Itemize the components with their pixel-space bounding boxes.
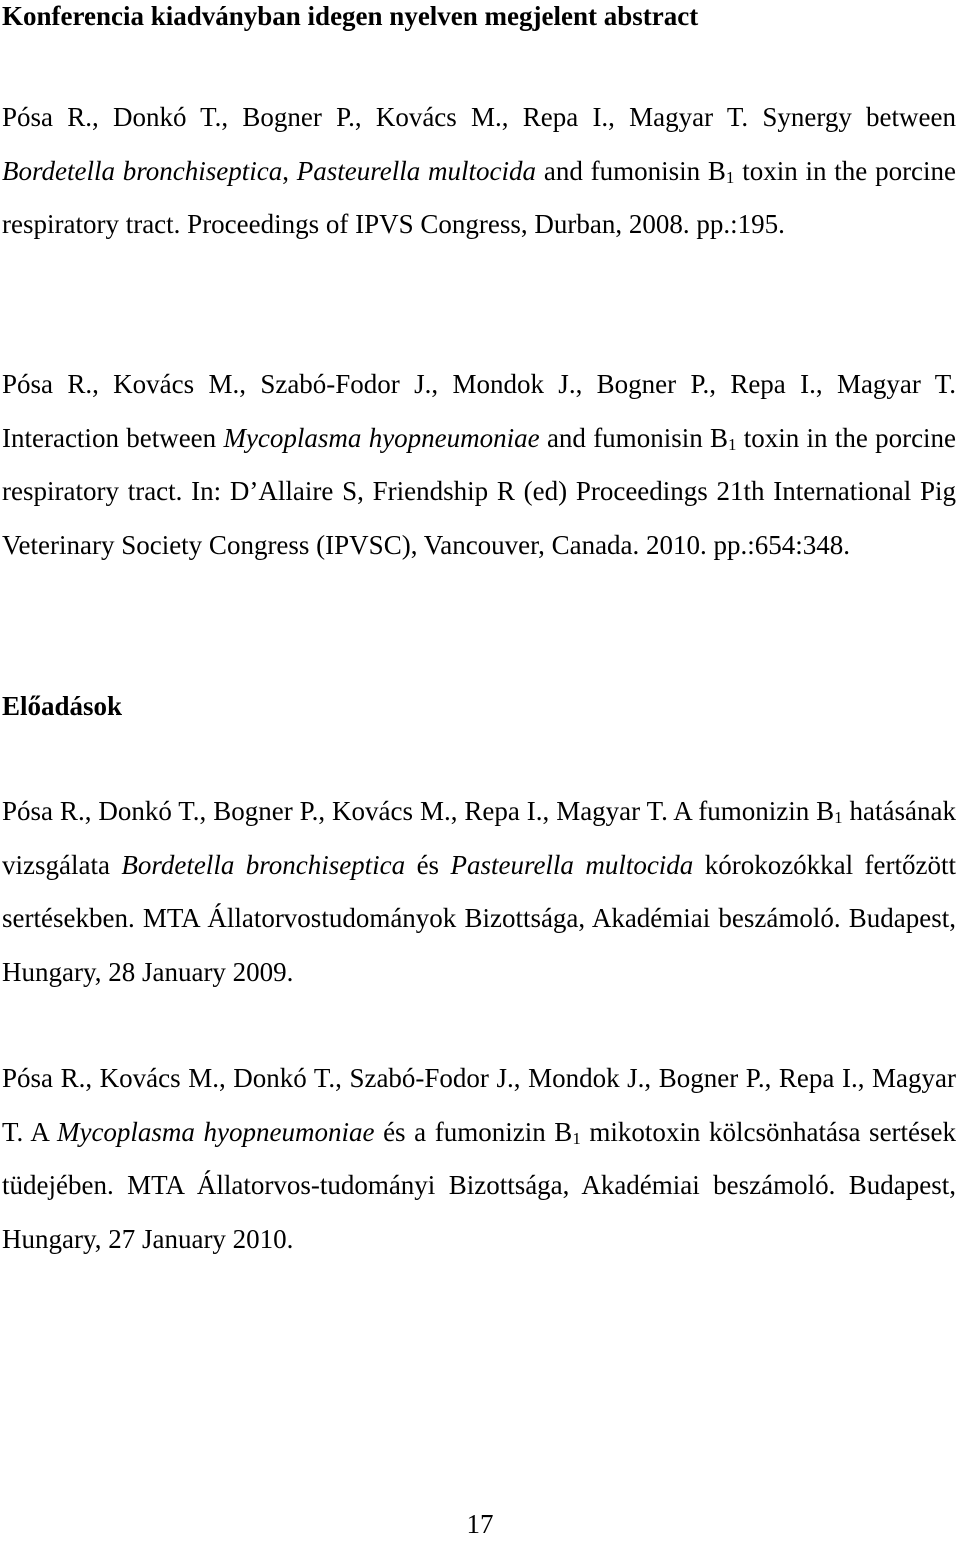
entry-title-text: toxin in the porcine respiratory tract. [2, 422, 957, 506]
conjunction: és [416, 849, 440, 880]
organism-name: Bordetella bronchiseptica [2, 155, 283, 186]
entry-title-text: mikotoxin kölcsönhatása sertések tüdejében. [2, 1116, 957, 1200]
entry-title-text: kórokozókkal fertőzött sertésekben. [2, 849, 957, 933]
section-heading-talks: Előadások [2, 691, 123, 721]
subscript: 1 [834, 808, 843, 827]
publication-entry [2, 785, 956, 999]
subscript: 1 [725, 167, 735, 187]
entry-title-text: toxin in the porcine respiratory tract. [2, 155, 957, 239]
publication-entry [2, 1052, 956, 1266]
entry-title-text: and fumonisin B [546, 422, 728, 453]
entry-title-text: hatásának vizsgálata [2, 796, 956, 880]
entry-title-text: Synergy between [762, 102, 956, 132]
entry-title-text: A fumonizin B [673, 796, 835, 826]
entry-title-text: Interaction between [2, 422, 217, 453]
organism-name: Mycoplasma hyopneumoniae [223, 422, 540, 453]
entry-source: Proceedings of IPVS Congress, Durban, 2008. pp.:195. [187, 209, 785, 239]
organism-name: Mycoplasma hyopneumoniae [56, 1116, 375, 1147]
subscript: 1 [727, 434, 737, 454]
entry-authors: Pósa R., Kovács M., Szabó-Fodor J., Mondok J., Bogner P., Repa I., Magyar T. [2, 369, 956, 399]
entry-title-text: és a fumonizin B [383, 1116, 573, 1147]
entry-source: MTA Állatorvos-tudományi Bizottsága, Akadémiai beszámoló. Budapest, Hungary, 27 January 2010. [2, 1170, 956, 1254]
organism-name: Pasteurella multocida [296, 155, 537, 186]
entry-source: In: D’Allaire S, Friendship R (ed) Proceedings 21th International Pig Veterinary Society Congress (IPVSC), Vancouver, Canada. 2010. pp.:654:348. [2, 476, 956, 560]
subscript: 1 [572, 1128, 581, 1148]
section-heading-abstracts: Konferencia kiadványban idegen nyelven megjelent abstract [2, 1, 699, 31]
entry-authors: Pósa R., Donkó T., Bogner P., Kovács M., Repa I., Magyar T. [2, 102, 749, 132]
entry-authors: Pósa R., Kovács M., Donkó T., Szabó-Fodor J., Mondok J., Bogner P., Repa I., Magyar T. [2, 1063, 956, 1147]
publication-entry [2, 91, 956, 252]
separator: , [282, 155, 289, 186]
organism-name: Pasteurella multocida [450, 849, 694, 880]
entry-title-text: A [30, 1116, 49, 1147]
entry-source: MTA Állatorvostudományok Bizottsága, Akadémiai beszámoló. Budapest, Hungary, 28 January 2009. [2, 903, 956, 987]
organism-name: Bordetella bronchiseptica [121, 849, 406, 880]
publication-entry [2, 358, 956, 572]
entry-title-text: and fumonisin B [543, 155, 726, 186]
entry-authors: Pósa R., Donkó T., Bogner P., Kovács M., Repa I., Magyar T. [2, 796, 668, 826]
page-number: 17 [466, 1509, 494, 1539]
